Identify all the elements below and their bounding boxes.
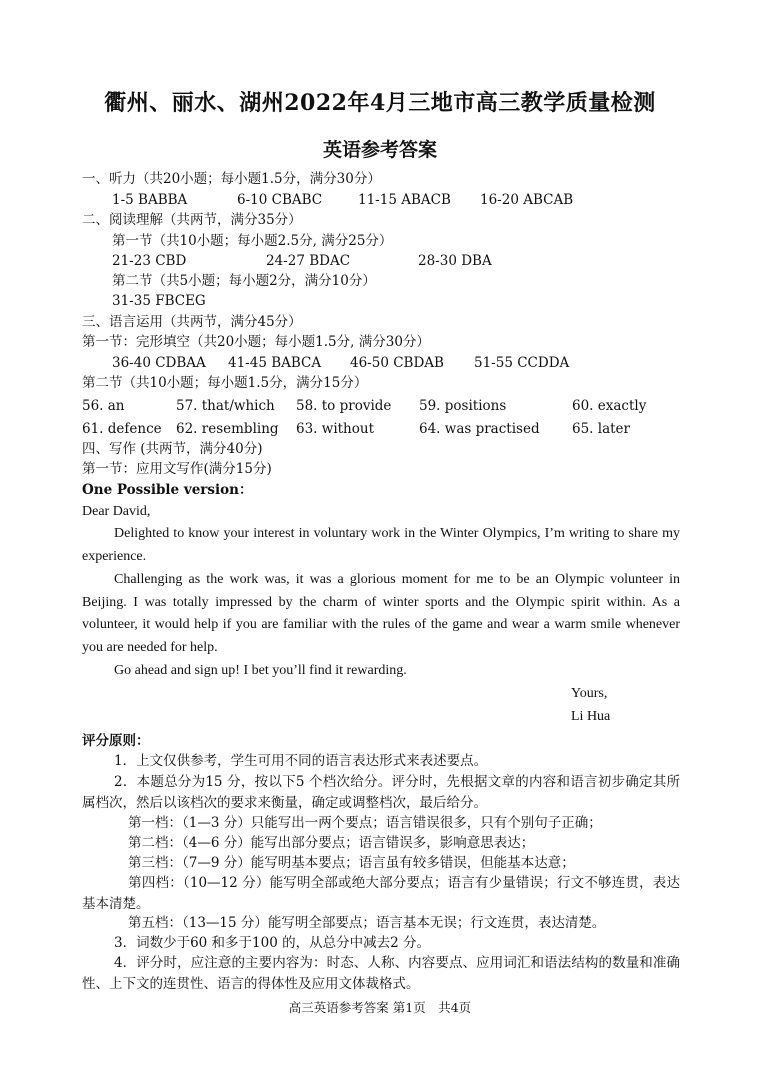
letter-greeting: Dear David, bbox=[82, 504, 151, 519]
grading-level: 第五档：（13—15 分）能写明全部要点；语言基本无误；行文连贯，表达清楚。 bbox=[128, 915, 606, 931]
reading-section2-answer: 31-35 FBCEG bbox=[112, 293, 206, 309]
grading-rule: 2．本题总分为15 分，按以下5 个档次给分。评分时，先根据文章的内容和语言初步确定其所属档次，然后以该档次的要求来衡量，确定或调整档次，最后给分。 bbox=[82, 774, 680, 811]
letter-closing: Yours, bbox=[571, 686, 608, 701]
writing-heading: 四、写作 (共两节，满分40分) bbox=[82, 441, 263, 457]
answer-item: 59. positions bbox=[419, 398, 507, 414]
answer-group: 36-40 CDBAA bbox=[112, 355, 206, 371]
answer-item: 62. resembling bbox=[176, 421, 279, 437]
answer-item: 57. that/which bbox=[176, 398, 275, 414]
letter-paragraph: Go ahead and sign up! I bet you’ll find it rewarding. bbox=[114, 663, 407, 678]
answer-group: 21-23 CBD bbox=[112, 253, 187, 269]
grading-rule: 1．上文仅供参考，学生可用不同的语言表达形式来表述要点。 bbox=[114, 753, 488, 769]
answer-group: 11-15 ABACB bbox=[358, 192, 451, 208]
document-title: 衢州、丽水、湖州2022年4月三地市高三教学质量检测 bbox=[104, 90, 656, 116]
listening-heading: 一、听力（共20小题；每小题1.5分，满分30分） bbox=[82, 171, 381, 187]
grading-level: 第二档：（4—6 分）能写出部分要点；语言错误多，影响意思表达； bbox=[128, 835, 535, 851]
answer-group: 16-20 ABCAB bbox=[480, 192, 574, 208]
answer-group: 24-27 BDAC bbox=[266, 253, 351, 269]
answer-item: 60. exactly bbox=[572, 398, 647, 414]
grading-heading: 评分原则： bbox=[82, 733, 150, 749]
grading-level: 第四档：（10—12 分）能写明全部或绝大部分要点；语言有少量错误；行文不够连贯，表达基本清楚。 bbox=[82, 875, 680, 912]
reading-section1-heading: 第一节（共10小题；每小题2.5分, 满分25分） bbox=[112, 233, 393, 249]
letter-signature: Li Hua bbox=[571, 709, 611, 724]
language-section1-heading: 第一节：完形填空（共20小题；每小题1.5分, 满分30分） bbox=[82, 334, 430, 350]
writing-section1-heading: 第一节：应用文写作(满分15分) bbox=[82, 461, 272, 477]
answer-group: 6-10 CBABC bbox=[237, 192, 323, 208]
answer-group: 41-45 BABCA bbox=[228, 355, 322, 371]
reading-section2-heading: 第二节（共5小题；每小题2分，满分10分） bbox=[112, 273, 376, 289]
answer-item: 58. to provide bbox=[296, 398, 392, 414]
answer-item: 65. later bbox=[572, 421, 630, 437]
version-label: One Possible version： bbox=[82, 482, 253, 498]
answer-item: 63. without bbox=[296, 421, 375, 437]
answer-group: 46-50 CBDAB bbox=[350, 355, 444, 371]
grading-rule: 4．评分时，应注意的主要内容为：时态、人称、内容要点、应用词汇和语法结构的数量和准确性、上下文的连贯性、语言的得体性及应用文体裁格式。 bbox=[82, 955, 680, 992]
letter-paragraph: Delighted to know your interest in voluntary work in the Winter Olympics, I’m writing to share my experience. bbox=[82, 526, 680, 564]
grading-rule: 3．词数少于60 和多于100 的，从总分中减去2 分。 bbox=[114, 935, 430, 951]
document-subtitle: 英语参考答案 bbox=[322, 139, 437, 161]
language-section2-heading: 第二节（共10小题；每小题1.5分，满分15分） bbox=[82, 375, 368, 391]
grading-level: 第一档：（1—3 分）只能写出一两个要点；语言错误很多，只有个别句子正确； bbox=[128, 815, 602, 831]
answer-item: 61. defence bbox=[82, 421, 162, 437]
language-heading: 三、语言运用（共两节，满分45分） bbox=[82, 314, 302, 330]
answer-item: 56. an bbox=[82, 398, 125, 414]
answer-item: 64. was practised bbox=[419, 421, 540, 437]
reading-heading: 二、阅读理解（共两节，满分35分） bbox=[82, 212, 302, 228]
answer-group: 28-30 DBA bbox=[418, 253, 492, 269]
page-footer: 高三英语参考答案 第1页 共4页 bbox=[288, 1000, 472, 1015]
answer-group: 1-5 BABBA bbox=[112, 192, 188, 208]
letter-paragraph: Challenging as the work was, it was a glorious moment for me to be an Olympic volunteer in Beijing. I was totally impressed by the charm of winter sports and the Olympic spirit within. As a volunteer, it would help if you are familiar with the rules of the game and wear a warm smile whenever you are needed for help. bbox=[82, 572, 680, 656]
grading-level: 第三档：（7—9 分）能写明基本要点；语言虽有较多错误，但能基本达意； bbox=[128, 855, 575, 871]
answer-group: 51-55 CCDDA bbox=[474, 355, 570, 371]
